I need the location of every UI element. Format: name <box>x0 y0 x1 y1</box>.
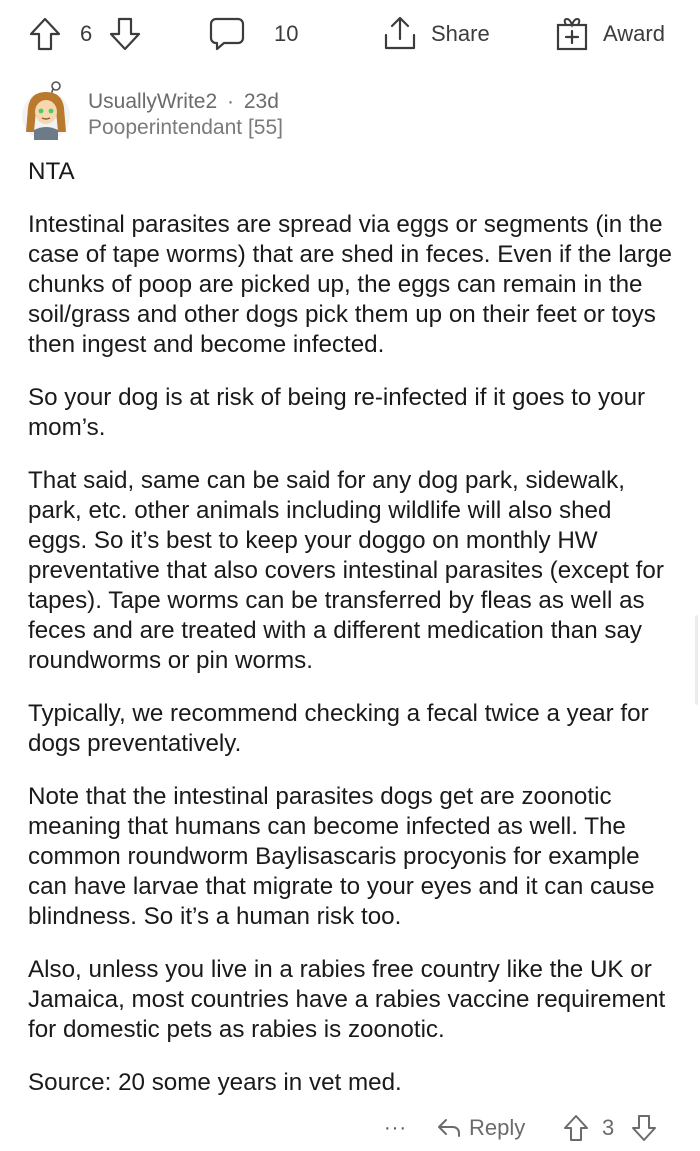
post-vote-count-text: 6 <box>80 21 93 46</box>
post-upvote-button[interactable] <box>28 14 62 54</box>
author-username[interactable]: UsuallyWrite2 <box>88 90 218 113</box>
comment-vote-count <box>602 1112 614 1144</box>
post-vote-count <box>80 14 92 54</box>
user-flair: Pooperintendant [55] <box>88 116 283 139</box>
comment-count: 10 <box>274 21 299 46</box>
comment-paragraph: Also, unless you live in a rabies free country like the UK or Jamaica, most countries have a rabies vaccine requirement for domestic pets as rabies is zoonotic. <box>28 956 666 1043</box>
comment-paragraph: Source: 20 some years in vet med. <box>28 1069 402 1096</box>
ellipsis-icon: ··· <box>384 1116 407 1139</box>
award-button[interactable] <box>554 14 665 54</box>
comments-button[interactable] <box>208 14 298 54</box>
reply-label: Reply <box>469 1115 526 1140</box>
comment-paragraph: So your dog is at risk of being re-infected if it goes to your mom’s. <box>28 384 646 441</box>
award-label: Award <box>603 21 665 46</box>
downvote-icon <box>108 16 142 52</box>
comment-vote-count-text: 3 <box>602 1115 615 1140</box>
reply-button[interactable] <box>436 1112 525 1144</box>
comment-paragraph: That said, same can be said for any dog park, sidewalk, park, etc. other animals including wildlife will also shed eggs. So it’s best to keep your doggo on monthly HW preventative that also covers intestinal parasites (except for tapes). Tape worms can be transferred by fleas as well as feces and are treated with a different medication than say roundworms or pin worms. <box>28 467 664 674</box>
meta-separator: · <box>227 90 234 113</box>
comment-action-bar <box>0 1108 700 1148</box>
share-button[interactable] <box>382 14 490 54</box>
comment-upvote-button[interactable] <box>563 1112 589 1144</box>
comment-paragraph: Note that the intestinal parasites dogs get are zoonotic meaning that humans can become infected as well. The common roundworm Baylisascaris procyonis for example can have larvae that migrate to your eyes and it can cause blindness. So it’s a human risk too. <box>28 783 655 930</box>
comment-paragraph: NTA <box>28 158 75 185</box>
reply-icon <box>436 1116 462 1140</box>
author-meta <box>88 90 279 114</box>
post-action-bar <box>0 0 700 70</box>
post-downvote-button[interactable] <box>108 14 142 54</box>
comment-header <box>20 80 680 144</box>
user-avatar[interactable] <box>20 80 76 142</box>
comment-downvote-button[interactable] <box>631 1112 657 1144</box>
gift-icon <box>554 15 590 53</box>
comment-age: 23d <box>243 90 279 113</box>
comment-body <box>28 157 676 1121</box>
share-label: Share <box>431 21 490 46</box>
more-options-button[interactable] <box>384 1112 407 1144</box>
downvote-icon <box>631 1114 657 1142</box>
share-icon <box>382 15 418 53</box>
upvote-icon <box>28 16 62 52</box>
comment-bubble-icon <box>208 15 246 53</box>
upvote-icon <box>563 1114 589 1142</box>
scrollbar-indicator[interactable] <box>695 615 698 705</box>
comment-paragraph: Intestinal parasites are spread via eggs or segments (in the case of tape worms) that are shed in feces. Even if the large chunks of poop are picked up, the eggs can remain in the soil/grass and other dogs pick them up on their feet or toys then ingest and become infected. <box>28 211 672 358</box>
comment-paragraph: Typically, we recommend checking a fecal twice a year for dogs preventatively. <box>28 700 649 757</box>
